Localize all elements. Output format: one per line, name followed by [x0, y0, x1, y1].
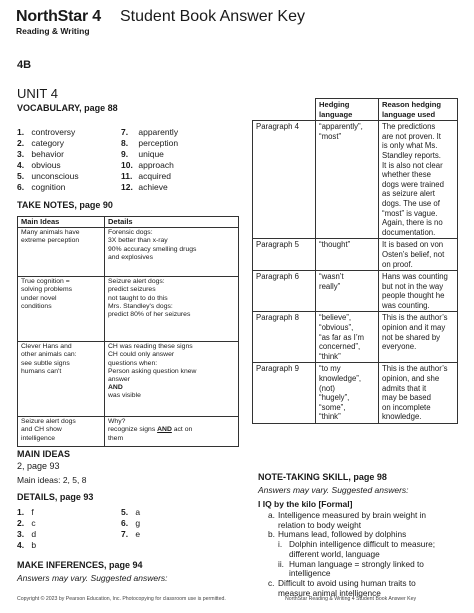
- table-cell: “believe”, “obvious”, “as far as I’m concerned”, “think”: [316, 312, 379, 363]
- table-cell: Seizure alert dogs and CH show intelligence: [18, 417, 105, 447]
- table-cell: Clever Hans and other animals can: see subtle signs humans can't: [18, 342, 105, 417]
- column-header: Hedging language: [316, 99, 379, 121]
- note-taking-heading-iq: I IQ by the kilo [Formal]: [258, 499, 353, 509]
- footer-title: NorthStar Reading & Writing 4 Student Book Answer Key: [285, 596, 417, 602]
- vocabulary-list-right: [121, 127, 178, 194]
- table-cell: Why? recognize signs AND act on them: [105, 417, 239, 447]
- hedging-table: [252, 98, 458, 424]
- table-cell: Seizure alert dogs: predict seizures not taught to do this Mrs. Standley's dogs: predict 80% of her seizures: [105, 277, 239, 342]
- note-taking-note: Answers may vary. Suggested answers:: [258, 485, 409, 495]
- list-item: 5. unconscious: [17, 171, 79, 182]
- table-row: [18, 417, 239, 447]
- main-ideas-heading: MAIN IDEAS: [17, 449, 71, 459]
- table-cell: “apparently”, “most”: [316, 121, 379, 239]
- inferences-note: Answers may vary. Suggested answers:: [17, 573, 168, 583]
- column-header: Reason hedging language used: [379, 99, 458, 121]
- table-cell: Hans was counting but not in the way people thought he was counting.: [379, 271, 458, 312]
- list-item: 12. achieve: [121, 182, 168, 193]
- list-item: 1. f: [17, 507, 34, 517]
- main-ideas-text: Main ideas: 2, 5, 8: [17, 475, 87, 485]
- details-heading: DETAILS, page 93: [17, 492, 94, 502]
- main-ideas-sub: 2, page 93: [17, 461, 60, 471]
- table-row: [253, 312, 458, 363]
- list-item: 4. obvious: [17, 160, 61, 171]
- footer-copyright: Copyright © 2023 by Pearson Education, Inc. Photocopying for classroom use is permitted.: [17, 596, 226, 602]
- column-header: Main Ideas: [18, 217, 105, 228]
- table-cell: Paragraph 5: [253, 239, 316, 271]
- table-cell: True cognition = solving problems under novel conditions: [18, 277, 105, 342]
- vocabulary-heading: VOCABULARY, page 88: [17, 103, 118, 113]
- table-row: [253, 271, 458, 312]
- column-header: [253, 99, 316, 121]
- level-code: 4B: [17, 59, 32, 71]
- list-item: 6. cognition: [17, 182, 66, 193]
- outline-item: c. Difficult to avoid using human traits to measure animal intelligence: [268, 577, 416, 598]
- table-cell: Paragraph 4: [253, 121, 316, 239]
- table-cell: Forensic dogs: 3X better than x-ray 90% accuracy smelling drugs and explosives: [105, 228, 239, 277]
- outline-item: ii. Human language = strongly linked to intelligence: [278, 558, 424, 579]
- details-list-right: [121, 507, 140, 540]
- table-cell: “wasn’t really”: [316, 271, 379, 312]
- list-item: 3. behavior: [17, 149, 64, 160]
- table-cell: This is the author’s opinion, and she admits that it may be based on incomplete knowledge.: [379, 363, 458, 424]
- table-cell: Paragraph 9: [253, 363, 316, 424]
- note-taking-heading: NOTE-TAKING SKILL, page 98: [258, 472, 387, 482]
- list-item: 2. category: [17, 138, 64, 149]
- list-item: 4. b: [17, 540, 37, 551]
- table-row: [18, 277, 239, 342]
- unit-title: UNIT 4: [17, 86, 58, 101]
- take-notes-heading: TAKE NOTES, page 90: [17, 200, 113, 210]
- brand-subtitle: Reading & Writing: [16, 26, 90, 36]
- list-item: 5. a: [121, 507, 141, 517]
- table-row: [253, 239, 458, 271]
- table-header-row: [18, 217, 239, 228]
- list-item: 9. unique: [121, 149, 164, 160]
- table-cell: Many animals have extreme perception: [18, 228, 105, 277]
- brand-title: NorthStar 4: [16, 8, 101, 25]
- table-cell: “thought”: [316, 239, 379, 271]
- table-cell: This is the author’s opinion and it may not be shared by everyone.: [379, 312, 458, 363]
- list-item: 2. c: [17, 518, 36, 529]
- vocabulary-list-left: [17, 127, 79, 194]
- column-header: Details: [105, 217, 239, 228]
- table-cell: “to my knowledge”, (not) “hugely”, “some”, “think”: [316, 363, 379, 424]
- outline-item: a. Intelligence measured by brain weight in relation to body weight: [268, 510, 427, 530]
- list-item: 11. acquired: [121, 171, 171, 182]
- list-item: 1. controversy: [17, 127, 76, 137]
- table-row: [18, 342, 239, 417]
- take-notes-table: [17, 216, 239, 447]
- table-row: [253, 121, 458, 239]
- list-item: 7. e: [121, 529, 141, 540]
- table-cell: CH was reading these signs CH could only answer questions when: Person asking question knew answer AND was visible: [105, 342, 239, 417]
- page-title: Student Book Answer Key: [120, 8, 305, 25]
- list-item: 10. approach: [121, 160, 174, 171]
- inferences-heading: MAKE INFERENCES, page 94: [17, 560, 143, 570]
- table-header-row: [253, 99, 458, 121]
- table-cell: The predictions are not proven. It is only what Ms. Standley reports. It is also not clear whether these dogs were trained as seizure alert dogs. The use of “most” is vague. Again, there is no documentation.: [379, 121, 458, 239]
- outline-item: b. Humans lead, followed by dolphins: [268, 529, 407, 540]
- list-item: 7. apparently: [121, 127, 179, 137]
- list-item: 6. g: [121, 518, 141, 529]
- table-row: [18, 228, 239, 277]
- outline-item: i. Dolphin intelligence difficult to measure; different world, language: [278, 539, 436, 559]
- table-row: [253, 363, 458, 424]
- table-cell: It is based on von Osten’s belief, not on proof.: [379, 239, 458, 271]
- details-list-left: [17, 507, 36, 551]
- list-item: 3. d: [17, 529, 37, 540]
- list-item: 8. perception: [121, 138, 179, 149]
- table-cell: Paragraph 8: [253, 312, 316, 363]
- table-cell: Paragraph 6: [253, 271, 316, 312]
- note-taking-outline: [258, 511, 470, 598]
